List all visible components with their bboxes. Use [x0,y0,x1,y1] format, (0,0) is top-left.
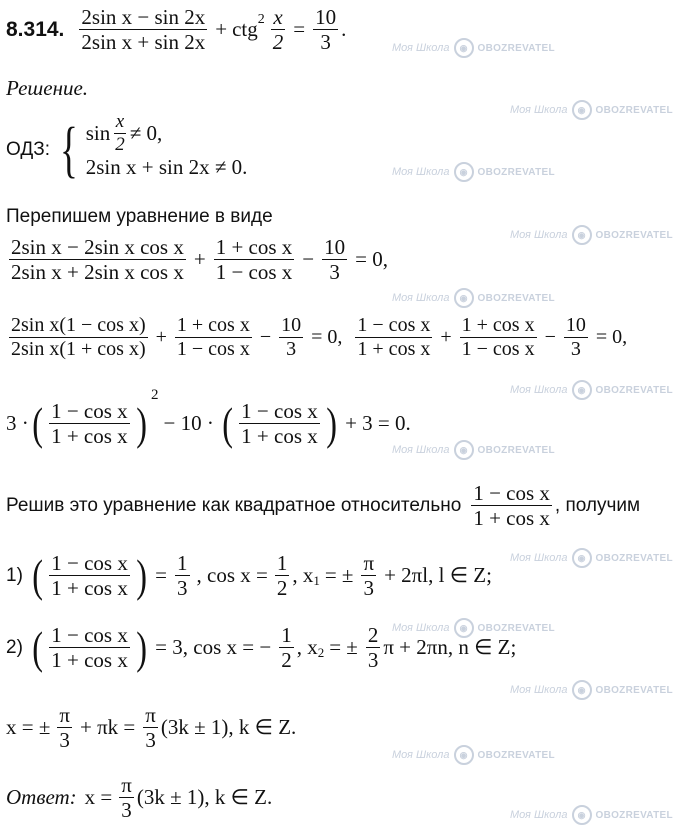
watermark: Моя Школа ◉ OBOZREVATEL [392,38,555,58]
equation-step-2: $\frac{\text{2sin x(1 − cos x)}}{\text{2sin x(1 + cos x)}}$ + $\frac{\text{1 + cos x}}{\text{1 − cos x}}$ − $\frac{10}{3}$ = 0, $\frac{\text{1 − cos x}}{\text{1 + cos x}}$ + $\frac{\text{1 + cos x}}{\text{1 − cos x}}$ − $\frac{10}{3}$ = 0, [11,314,628,360]
globe-icon: ◉ [572,548,592,568]
answer-label: Ответ: [6,785,77,810]
globe-icon: ◉ [454,618,474,638]
watermark: Моя Школа ◉ OBOZREVATEL [510,100,673,120]
watermark: Моя Школа ◉ OBOZREVATEL [510,548,673,568]
globe-icon: ◉ [454,38,474,58]
watermark: Моя Школа ◉ OBOZREVATEL [392,288,555,308]
globe-icon: ◉ [572,380,592,400]
answer: Ответ: x = $\frac{\pi}{3}$ (3k ± 1), k ∈ Z. [6,773,273,823]
globe-icon: ◉ [454,440,474,460]
globe-icon: ◉ [572,225,592,245]
watermark: Моя Школа ◉ OBOZREVATEL [392,618,555,638]
odz-label: ОДЗ: [6,139,50,160]
watermark: Моя Школа ◉ OBOZREVATEL [510,225,673,245]
problem-statement: 8.314. $\frac{\text{2sin x − sin 2x}}{\text{2sin x + sin 2x}}$ + ctg 2 $\frac{x}{2}$ = $\frac{10}{3}$ . [6,5,347,55]
globe-icon: ◉ [572,805,592,825]
globe-icon: ◉ [454,162,474,182]
watermark: Моя Школа ◉ OBOZREVATEL [510,380,673,400]
equation-step-3: 3 · ( $\frac{\text{1 − cos x}}{\text{1 + cos x}}$ ) 2 − 10 · ( $\frac{\text{1 − cos x}}{\text{1 + cos x}}$ ) + 3 = 0. [6,387,411,449]
odz-system: ОДЗ: { sin $\frac{x}{2}$ ≠ 0, 2sin x + sin 2x ≠ 0. [6,110,248,184]
globe-icon: ◉ [572,100,592,120]
fraction: $\frac{\text{2sin x − sin 2x}}{\text{2sin x + sin 2x}}$ [81,5,206,55]
case-2: 2) ( $\frac{\text{1 − cos x}}{\text{1 + cos x}}$ ) = 3, cos x = − $\frac{1}{2}$ , x 2 = ± $\frac{2}{3}$ π + 2πn, n ∈ Z; [6,621,517,673]
quadratic-text: Решив это уравнение как квадратное относительно $\frac{\text{1 − cos x}}{\text{1 + cos x}}$ , получим [6,481,641,531]
watermark: Моя Школа ◉ OBOZREVATEL [392,745,555,765]
case-1: 1) ( $\frac{\text{1 − cos x}}{\text{1 + cos x}}$ ) = $\frac{1}{3}$ , cos x = $\frac{1}{2}$ , x 1 = ± $\frac{\pi}{3}$ + 2πl, l ∈ Z; [6,549,492,601]
watermark: Моя Школа ◉ OBOZREVATEL [510,805,673,825]
problem-number: 8.314. [6,17,65,41]
watermark: Моя Школа ◉ OBOZREVATEL [392,440,555,460]
globe-icon: ◉ [572,680,592,700]
globe-icon: ◉ [454,745,474,765]
watermark: Моя Школа ◉ OBOZREVATEL [510,680,673,700]
equation-step-1: $\frac{\text{2sin x − 2sin x cos x}}{\text{2sin x + 2sin x cos x}}$ + $\frac{\text{1 + cos x}}{\text{1 − cos x}}$ − $\frac{10}{3}$ = 0, [11,235,388,285]
watermark: Моя Школа ◉ OBOZREVATEL [392,162,555,182]
globe-icon: ◉ [454,288,474,308]
general-solution: x = ± $\frac{\pi}{3}$ + πk = $\frac{\pi}{3}$ (3k ± 1), k ∈ Z. [6,703,297,753]
solution-label: Решение. [6,76,89,100]
rewrite-text: Перепишем уравнение в виде [6,206,273,227]
